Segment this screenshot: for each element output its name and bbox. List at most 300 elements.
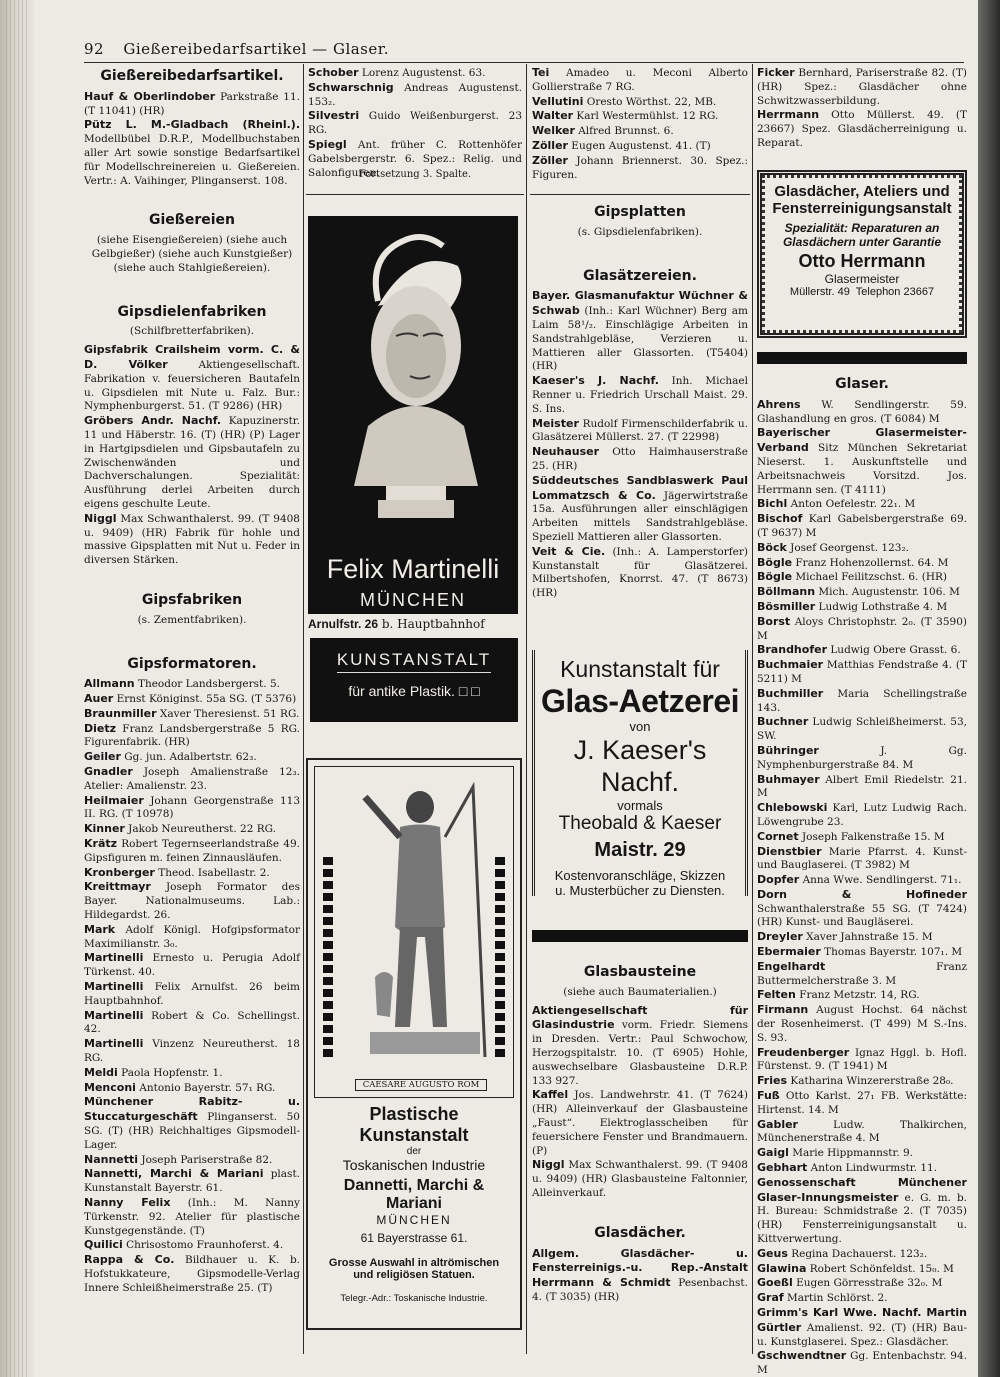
entry-details: vorm. Friedr. Siemens in Dresden. Vertr.: Paul Schwochow, Herzogspitalstr. 10. (T 6905) Hohle, auswechselbare Glasbausteine D.R.P. 133 927. — [532, 1019, 748, 1087]
entry-details: Michael Feilitzschst. 6. (HR) — [792, 571, 947, 584]
entry-name: Buhmayer — [757, 772, 820, 786]
directory-entry — [532, 1247, 748, 1305]
directory-entry — [757, 888, 967, 930]
column-1 — [84, 66, 300, 1296]
directory-entry — [532, 445, 748, 474]
entry-name: Niggl — [532, 1158, 565, 1172]
entry-details: Regina Dachauerst. 123₂. — [787, 1247, 928, 1260]
directory-entry — [84, 677, 300, 692]
directory-entry — [757, 541, 967, 556]
entry-name: Tei — [532, 66, 550, 79]
ad-street: 61 Bayerstrasse 61. — [360, 1231, 468, 1245]
entry-details: Bernhard, Pariserstraße 82. (T) (HR) Spez.: Glasdächer ohne Schwitzwasserbildung. — [757, 67, 967, 107]
section-note: (s. Gipsdielenfabriken). — [577, 225, 703, 238]
directory-entry — [532, 374, 748, 416]
entry-name: Kinner — [84, 822, 125, 836]
entry-name: Buchner — [757, 715, 809, 729]
directory-entry — [532, 139, 748, 154]
directory-entry — [84, 1196, 300, 1238]
entry-details: Theod. Isabellastr. 2. — [154, 866, 270, 879]
entry-details: Karl Gabelsbergerstraße 69. (T 9637) M — [757, 513, 967, 539]
spacer — [84, 280, 300, 302]
entry-name: Schober — [308, 66, 359, 79]
entry-details: Otto Haimhauserstraße 25. (HR) — [532, 446, 748, 472]
entry-details: Ignaz Hggl. b. Hofl. Fürstenst. 9. (T 1941) M — [757, 1046, 967, 1073]
entry-details: J. Gg. Nymphenburgerstraße 84. M — [757, 744, 967, 771]
entry-details: Robert Tegernseerlandstraße 49. Gipsfiguren m. feinen Zinnausläufen. — [84, 838, 300, 864]
directory-entry — [757, 1176, 967, 1247]
entry-details: Albert Emil Riedelstr. 21. M — [757, 773, 967, 800]
section-note: (s. Zementfabriken). — [137, 613, 247, 626]
entry-details: Maria Schellingstraße 143. — [757, 687, 967, 714]
entry-details: Aloys Christophstr. 2₀. (T 3590) M — [757, 615, 967, 642]
entry-details: Thomas Bayerstr. 107₁. M — [820, 946, 963, 959]
entry-details: Gg. jun. Adalbertstr. 62₃. — [120, 751, 257, 764]
entry-name: Süddeutsches Sandblaswerk Paul Lommatzsch & Co. — [532, 473, 748, 502]
entry-details: Amadeo u. Meconi Alberto Gollierstraße 7 RG. — [532, 67, 748, 93]
entry-name: Allgem. Glasdächer- u. Fensterreinigs.-u. Rep.-Anstalt Herrmann & Schmidt — [532, 1246, 748, 1290]
entry-name: Niggl — [84, 511, 117, 525]
directory-entry — [757, 687, 967, 716]
ad-text: Grosse Auswahl in altrömischen — [328, 1257, 500, 1269]
directory-entry — [757, 66, 967, 108]
directory-entry — [532, 417, 748, 446]
entry-details: Franz Landsbergerstraße 5 RG. Figurenfabrik. (HR) — [84, 722, 300, 749]
directory-entry — [84, 1081, 300, 1096]
ad-firm-name: Dannetti, Marchi & Mariani — [343, 1177, 485, 1212]
rule — [530, 194, 750, 195]
directory-entry — [84, 1066, 300, 1081]
directory-entry — [757, 643, 967, 658]
ad-line: Kunstanstalt für — [560, 656, 720, 682]
directory-entry — [532, 154, 748, 183]
entry-details: Martin Schlörst. 2. — [783, 1292, 888, 1305]
entry-details: W. Sendlingerstr. 59. Glashandlung en gros. (T 6084) M — [757, 398, 967, 425]
ad-line: für antike Plastik. □ □ — [348, 683, 480, 699]
entry-name: Dorn & Hofineder — [757, 887, 967, 901]
ad-line: Kostenvoranschläge, Skizzen — [554, 868, 726, 883]
entry-details: Felix Arnulfst. 26 beim Hauptbahnhof. — [84, 981, 300, 1007]
entry-details: e. G. m. b. H. Bureau: Schmidstraße 2. (T 7035) (HR) Fensterreinigungsanstalt u. Kittverwertung. — [757, 1191, 967, 1246]
page-number: 92 — [84, 40, 105, 58]
directory-entry — [757, 945, 967, 960]
book-edge — [0, 0, 34, 1377]
entry-name: Auer — [84, 692, 114, 706]
section-title: Gießereibedarfsartikel. — [100, 68, 284, 84]
entry-details: Joseph Falkenstraße 15. M — [798, 830, 945, 843]
entry-details: Josef Georgenst. 123₂. — [786, 541, 909, 554]
entry-details: Johann Briennerst. 30. Spez.: Figuren. — [532, 154, 748, 181]
entry-name: Bischof — [757, 512, 803, 526]
entry-details: Anna Wwe. Sendlingerst. 71₁. — [799, 874, 962, 887]
ad-line: KUNSTANSTALT — [337, 650, 491, 673]
entry-details: Johann Georgenstraße 113 II. RG. (T 10978) — [84, 794, 300, 821]
continuation-note: Fortsetzung 3. Spalte. — [358, 169, 472, 180]
directory-entry — [84, 951, 300, 980]
entry-name: Cornet — [757, 829, 799, 843]
entry-details: Schwanthalerstraße 55 SG. (T 7424) (HR) Kunst- und Baugläserei. — [757, 902, 967, 929]
entry-name: Bayerischer Glasermeister-Verband — [757, 426, 967, 455]
directory-entry — [757, 1118, 967, 1147]
entry-name: Martinelli — [84, 1008, 144, 1022]
ad-street: Arnulfstr. 26 — [308, 617, 379, 631]
entry-name: Engelhardt — [757, 959, 826, 973]
column-rule — [303, 64, 304, 1354]
directory-entry — [84, 90, 300, 119]
directory-entry — [757, 398, 967, 427]
black-bar — [757, 352, 967, 364]
entry-details: (Inh.: M. Nanny Türkenstr. 92. Atelier für plastische Kunstgegenstände. (T) — [84, 1196, 300, 1237]
directory-entry — [84, 980, 300, 1009]
ad-text: der — [406, 1146, 422, 1157]
entry-name: Nanny Felix — [84, 1195, 171, 1209]
next-page-edge — [978, 0, 1000, 1377]
entry-details: Otto Karlst. 27₁ FB. Werkstätte: Hirtenst. 14. M — [757, 1090, 967, 1116]
ad-line: von — [629, 719, 651, 734]
entry-details: Xaver Theresienst. 51 RG. — [156, 707, 300, 720]
directory-entry — [757, 1276, 967, 1291]
directory-entry — [757, 830, 967, 845]
directory-entry — [308, 66, 522, 81]
ad-address — [308, 618, 522, 632]
entry-name: Kaeser's J. Nachf. — [532, 374, 659, 388]
entry-name: Bayer. Glasmanufaktur Wüchner & Schwab — [532, 289, 748, 318]
entry-details: Franz Buttermelcherstraße 3. M — [757, 960, 967, 987]
entry-name: Gschwendtner — [757, 1349, 847, 1363]
ad-text: und religiösen Statuen. — [353, 1269, 475, 1281]
entry-details: Antonio Bayerstr. 57₁ RG. — [135, 1081, 276, 1094]
spacer — [532, 244, 748, 266]
entry-details: Ant. früher C. Rottenhöfer Gabelsbergerstr. 6. Spez.: Relig. und Salonfiguren. — [308, 138, 522, 179]
entry-name: Ebermaier — [757, 945, 821, 959]
directory-entry — [757, 773, 967, 802]
column-4-top — [757, 66, 967, 151]
entry-details: Amalienst. 92. (T) (HR) Bau- u. Kunstglaserei. Spez.: Glasdächer. — [757, 1321, 967, 1348]
entry-name: Münchener Rabitz- u. Stuccaturgeschäft — [84, 1095, 300, 1124]
directory-entry — [84, 1253, 300, 1295]
entry-name: Bögle — [757, 555, 793, 569]
entry-details: Rudolf Firmenschilderfabrik u. Glasätzerei Müllerst. 27. (T 22998) — [532, 417, 748, 444]
column-rule — [526, 64, 527, 1354]
directory-entry — [84, 822, 300, 837]
entry-details: Ludw. Thalkirchen, Münchenerstraße 4. M — [757, 1118, 967, 1145]
statue-panel — [314, 766, 514, 1098]
entry-name: Spiegl — [308, 137, 347, 151]
ad-line: vormals — [617, 798, 663, 813]
entry-details: Pesenbachst. 4. (T 3035) (HR) — [532, 1277, 748, 1303]
entry-name: Bösmiller — [757, 599, 816, 613]
entry-name: Freudenberger — [757, 1045, 850, 1059]
spacer — [84, 568, 300, 590]
martinelli-ad — [308, 216, 518, 614]
directory-entry — [757, 930, 967, 945]
entry-name: Vellutini — [532, 94, 584, 108]
bust-illustration — [308, 216, 518, 546]
entry-details: Marie Hippmannstr. 9. — [788, 1147, 914, 1160]
entry-details: Marie Pfarrst. 4. Kunst- und Bauglaserei. (T 3982) M — [757, 845, 967, 872]
directory-entry — [84, 343, 300, 414]
directory-entry — [308, 81, 522, 110]
ad-firm-name: Otto Herrmann — [798, 251, 926, 271]
entry-name: Herrmann — [757, 108, 820, 122]
entry-details: Vinzenz Neureutherst. 18 RG. — [84, 1038, 300, 1065]
section-title: Gipsfabriken — [141, 591, 243, 608]
entry-name: Zöller — [532, 138, 568, 152]
entry-name: Geus — [757, 1246, 788, 1260]
entry-details: Andreas Augustenst. 153₂. — [308, 81, 522, 108]
directory-entry — [84, 880, 300, 922]
entry-name: Gabler — [757, 1117, 798, 1131]
directory-entry — [757, 801, 967, 830]
entry-name: Martinelli — [84, 1037, 144, 1051]
entry-details: Joseph Pariserstraße 82. — [138, 1153, 273, 1166]
entry-name: Krätz — [84, 837, 118, 851]
directory-entry — [757, 1291, 967, 1306]
entry-details: Ludwig Lothstraße 4. M — [815, 600, 948, 613]
ornament-border — [495, 857, 505, 1057]
entry-details: plast. Kunstanstalt Bayerstr. 61. — [84, 1168, 300, 1195]
column-3-glasbausteine — [532, 962, 748, 1305]
directory-entry — [84, 707, 300, 722]
section-title: Gipsformatoren. — [127, 655, 257, 672]
entry-details: Karl, Lutz Ludwig Rach. Löwengrube 23. — [757, 802, 967, 828]
directory-entry — [532, 124, 748, 139]
entry-name: Heilmaier — [84, 793, 144, 807]
ad-line: Glasermeister — [824, 272, 900, 286]
entry-details: Anton Lindwurmstr. 11. — [807, 1162, 938, 1175]
entry-details: Karl Westermühlst. 12 RG. — [573, 110, 719, 123]
spacer — [84, 632, 300, 654]
directory-entry — [84, 750, 300, 765]
entry-details: (Inh.: Karl Wüchner) Berg am Laim 58¹/₂. Einschlägige Arbeiten in Sandstrahlgebläse, Verzieren u. Mattieren aller Glassorten. (T5404) (HR) — [532, 305, 748, 373]
black-bar — [532, 930, 748, 942]
running-header — [84, 40, 389, 58]
entry-details: Xaver Jahnstraße 15. M — [802, 931, 933, 944]
entry-name: Zöller — [532, 153, 568, 167]
ad-text: Toskanischen Industrie — [342, 1157, 486, 1173]
directory-entry — [308, 109, 522, 138]
column-3-glasaetzereien — [532, 202, 748, 601]
ad-telephone: Telephon 23667 — [855, 286, 935, 298]
directory-entry — [84, 1037, 300, 1066]
entry-details: Lorenz Augustenst. 63. — [358, 67, 486, 79]
section-title: Glaser. — [835, 376, 889, 392]
directory-entry — [757, 600, 967, 615]
entry-name: Kreittmayr — [84, 880, 151, 894]
entry-details: Joseph Amalienstraße 12₃. Atelier: Amalienstr. 23. — [84, 766, 300, 792]
ad-street-rest: b. Hauptbahnhof — [378, 617, 485, 631]
entry-name: Martinelli — [84, 951, 144, 965]
ad-telegram: Telegr.-Adr.: Toskanische Industrie. — [340, 1293, 488, 1304]
entry-name: Menconi — [84, 1080, 136, 1094]
entry-name: Borst — [757, 614, 791, 628]
entry-name: Fuß — [757, 1089, 780, 1103]
ad-street: Maistr. 29 — [594, 839, 686, 861]
directory-entry — [757, 1247, 967, 1262]
section-note: (siehe Eisengießereien) (siehe auch Gelbgießer) (siehe auch Kunstgießer) (siehe auch Stahlgießereien). — [91, 234, 293, 274]
ad-line: Glasdächern unter Garantie — [782, 235, 942, 249]
directory-entry — [532, 1158, 748, 1200]
entry-name: Chlebowski — [757, 801, 828, 815]
entry-name: Goeßl — [757, 1276, 793, 1290]
directory-entry — [84, 837, 300, 866]
ad-line: Spezialität: Reparaturen an — [784, 221, 940, 235]
entry-name: Böck — [757, 540, 787, 554]
entry-name: Gipsfabrik Crailsheim vorm. C. & D. Völker — [84, 343, 300, 371]
entry-details: Sitz München Sekretariat Nieserst. 1. Auskunftstelle und Arbeitsnachweis Vorsitzd. Jos. Herrmann sen. (T 4111) — [757, 442, 967, 496]
directory-entry — [757, 570, 967, 585]
entry-details: Aktiengesellschaft. Fabrikation v. feuersicheren Bautafeln u. Gipsdielen mit Nute u. Falz. Bur.: Nymphenburgerst. 51. (T 9286) (HR) — [84, 358, 300, 413]
directory-entry — [84, 765, 300, 794]
section-title: Gipsplatten — [594, 204, 686, 220]
entry-name: Neuhauser — [532, 445, 600, 459]
entry-name: Quilici — [84, 1238, 123, 1252]
section-note: (Schilfbretterfabriken). — [129, 325, 255, 338]
entry-name: Buchmaier — [757, 658, 824, 672]
nannetti-ad — [306, 758, 522, 1330]
ad-line: Fensterreinigungsanstalt — [772, 200, 952, 217]
entry-details: Mich. Augustenstr. 106. M — [815, 586, 960, 599]
kunstanstalt-box — [310, 638, 518, 722]
entry-name: Meldi — [84, 1065, 118, 1079]
entry-name: Mark — [84, 922, 116, 936]
entry-name: Bühringer — [757, 743, 819, 757]
entry-name: Ficker — [757, 66, 795, 79]
directory-entry — [757, 1046, 967, 1075]
entry-details: Bildhauer u. K. b. Hofstukkateure, Gipsmodelle-Verlag Innere Schleißheimerstraße 25. (T) — [84, 1254, 300, 1294]
entry-details: Kapuzinerstr. 11 und Häberstr. 16. (T) (HR) (P) Lager in Hartgipsdielen und Gipsbautafeln zu Zwischenwänden und Dachverschalungen. Spezialität: Ausführung derlei Arbeiten durch eigens geschulte Leute. — [84, 415, 300, 510]
entry-name: Grimm's Karl Wwe. Nachf. Martin Gürtler — [757, 1306, 967, 1334]
section-title: Gipsdielenfabriken — [117, 303, 267, 320]
ad-firm-name: J. Kaeser's Nachf. — [573, 735, 707, 797]
directory-entry — [84, 692, 300, 707]
column-2 — [308, 66, 522, 180]
ad-title: Plastische Kunstanstalt — [359, 1104, 469, 1145]
entry-details: Chrisostomo Fraunhoferst. 4. — [122, 1239, 284, 1252]
entry-details: Theodor Landsbergerst. 5. — [134, 678, 280, 691]
entry-name: Felten — [757, 988, 796, 1002]
entry-details: Max Schwanthalerst. 99. (T 9408 u. 9409) (HR) Glasbausteine Faltonnier, Alleinverkauf. — [532, 1159, 748, 1199]
directory-entry — [84, 1167, 300, 1196]
entry-name: Glawina — [757, 1261, 807, 1275]
spacer — [532, 1201, 748, 1223]
section-title: Glasätzereien. — [583, 267, 697, 284]
entry-details: Robert Schönfeldst. 15₀. M — [806, 1262, 954, 1275]
ad-line: Glas-Aetzerei — [540, 683, 740, 719]
entry-name: Rappa & Co. — [84, 1253, 175, 1267]
kaeser-ad — [532, 650, 748, 896]
directory-entry — [84, 118, 300, 188]
directory-entry — [757, 1306, 967, 1349]
directory-entry — [84, 414, 300, 512]
entry-name: Bögle — [757, 570, 793, 584]
directory-entry — [757, 512, 967, 541]
ad-firm-name: Felix Martinelli — [326, 554, 500, 584]
statue-caption: CAESARE AUGUSTO ROM — [355, 1079, 487, 1091]
directory-entry — [757, 744, 967, 773]
entry-name: Pütz L. M.-Gladbach (Rheinl.). — [84, 118, 300, 132]
rule — [306, 194, 524, 195]
header-rule — [84, 62, 964, 63]
directory-entry — [84, 1009, 300, 1038]
directory-entry — [757, 108, 967, 150]
entry-details: Robert & Co. Schellingst. 42. — [84, 1009, 300, 1036]
entry-details: Guido Weißenburgerst. 23 RG. — [308, 110, 522, 137]
entry-name: Böllmann — [757, 585, 816, 599]
entry-details: Eugen Görresstraße 32₀. M — [792, 1277, 943, 1290]
spacer — [84, 188, 300, 210]
directory-entry — [532, 289, 748, 374]
entry-name: Walter — [532, 109, 574, 123]
directory-entry — [84, 1238, 300, 1253]
entry-details: Matthias Fendstraße 4. (T 5211) M — [757, 659, 967, 685]
entry-name: Bichl — [757, 497, 788, 511]
ad-line: u. Musterbücher zu Diensten. — [555, 883, 725, 896]
section-note: (siehe auch Baumaterialien.) — [563, 985, 717, 998]
directory-entry — [757, 1146, 967, 1161]
section-title: Glasbausteine — [583, 964, 697, 980]
entry-details: Modellbübel D.R.P., Modellbuchstaben aller Art sowie sonstige Bedarfsartikel für Modellschreinereien u. Gießereien. Vertr.: A. Vaihinger, Plinganserst. 108. — [84, 133, 300, 187]
section-title: Glasdächer. — [594, 1224, 686, 1241]
directory-entry — [757, 1161, 967, 1176]
herrmann-ad — [757, 170, 967, 338]
entry-details: August Hochst. 64 nächst der Rosenheimerst. (T 499) M S.-Ins. S. 93. — [757, 1004, 967, 1044]
entry-name: Allmann — [84, 677, 135, 691]
directory-entry — [84, 512, 300, 568]
entry-name: Dienstbier — [757, 844, 822, 858]
ad-line: Theobald & Kaeser — [558, 813, 722, 834]
directory-entry — [757, 585, 967, 600]
directory-entry — [757, 658, 967, 687]
directory-entry — [757, 497, 967, 512]
entry-name: Welker — [532, 124, 575, 138]
directory-entry — [757, 988, 967, 1003]
entry-details: Parkstraße 11. (T 11041) (HR) — [84, 90, 300, 117]
entry-name: Firmann — [757, 1003, 809, 1017]
directory-entry — [757, 1349, 967, 1377]
entry-name: Dreyler — [757, 930, 803, 944]
entry-name: Braunmiller — [84, 706, 157, 720]
entry-details: Jakob Neureutherst. 22 RG. — [124, 823, 277, 836]
directory-entry — [757, 1074, 967, 1089]
directory-entry — [84, 923, 300, 952]
entry-name: Genossenschaft Münchener Glaser-Innungsmeister — [757, 1175, 967, 1204]
entry-details: Oresto Wörthst. 22, MB. — [583, 95, 717, 108]
running-title: Gießereibedarfsartikel — Glaser. — [123, 40, 390, 58]
entry-name: Silvestri — [308, 109, 360, 123]
column-rule — [752, 64, 753, 1354]
entry-name: Gröbers Andr. Nachf. — [84, 414, 222, 428]
entry-name: Geiler — [84, 750, 121, 764]
entry-details: (Inh.: A. Lamperstorfer) Kunstanstalt für Glasätzerei. Milbertshofen, Knorrst. 47. (T 8673) (HR) — [532, 545, 748, 600]
directory-entry — [757, 873, 967, 888]
directory-entry — [84, 866, 300, 881]
entry-details: Paola Hopfenstr. 1. — [117, 1066, 223, 1079]
directory-entry — [757, 615, 967, 644]
entry-name: Graf — [757, 1291, 784, 1305]
entry-details: Otto Müllerst. 49. (T 23667) Spez. Glasdächerreinigung u. Reparat. — [757, 109, 967, 149]
directory-entry — [757, 556, 967, 571]
directory-entry — [84, 722, 300, 751]
entry-name: Aktiengesellschaft für Glasindustrie — [532, 1003, 748, 1032]
entry-details: Ernst Königinst. 55a SG. (T 5376) — [113, 693, 297, 706]
entry-name: Hauf & Oberlindober — [84, 89, 216, 103]
entry-details: Anton Oefelestr. 22₁. M — [787, 498, 916, 511]
column-3-top — [532, 66, 748, 182]
entry-name: Dopfer — [757, 873, 800, 887]
directory-entry — [757, 715, 967, 744]
entry-name: Fries — [757, 1074, 788, 1088]
